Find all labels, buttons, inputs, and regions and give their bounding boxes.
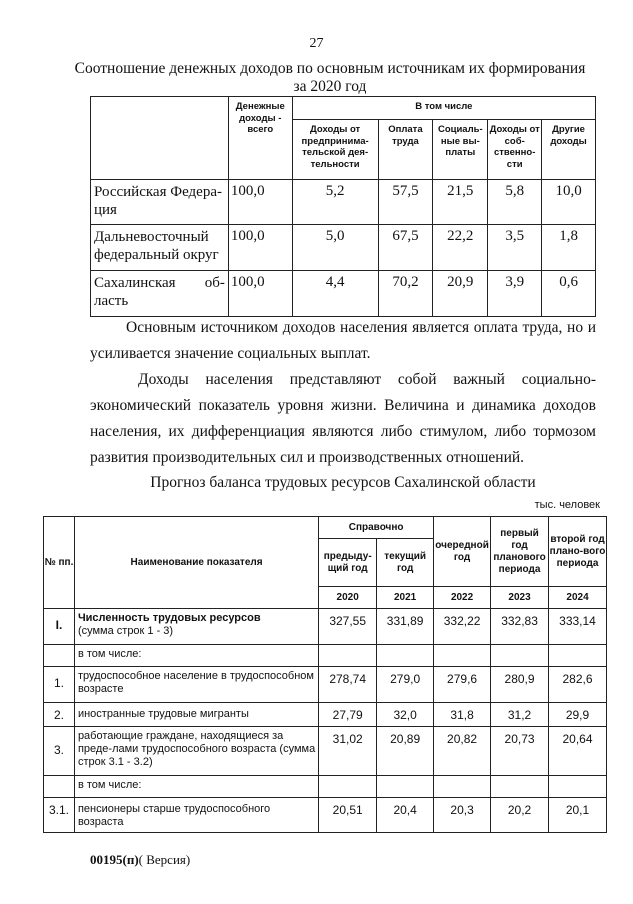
cell-value: 20,3 [434,798,491,833]
table1-subheader: Оплата труда [378,120,433,180]
table-row [44,609,607,645]
cell-value: 31,8 [434,703,491,727]
row-label: Дальневосточный федеральный округ [91,225,229,271]
page-number: 27 [309,36,324,51]
cell-value [491,645,549,667]
row-name: иностранные трудовые мигранты [74,703,318,727]
row-number: 3. [44,727,75,776]
row-name: трудоспособное население в трудоспособном возрасте [74,667,318,703]
table2-header-prev: предыду-щий год [319,539,377,587]
row-total: 100,0 [228,225,292,271]
row-number [44,776,75,798]
row-number: 3.1. [44,798,75,833]
table1-subheader: Доходы от соб-ственно-сти [488,120,542,180]
cell-value: 10,0 [542,180,596,225]
cell-value: 331,89 [377,609,434,645]
paragraph-income-significance: Доходы населения представляют собой важный социально-экономический показатель уровня жизни. Величина и динамика доходов населения, их дифференциация являются либо стимулом, либо тормозом развития производительных сил и производственных отношений. [90,371,596,466]
table1-subheader: Другие доходы [542,120,596,180]
cell-value: 279,6 [434,667,491,703]
cell-value [319,645,377,667]
row-total: 100,0 [228,271,292,317]
year-header: 2022 [434,587,491,609]
year-header: 2020 [319,587,377,609]
table-row [44,776,607,798]
cell-value: 3,5 [488,225,542,271]
table2-header-no: № пп. [44,517,75,609]
table1-subheader: Доходы от предпринима-тельской дея-тельности [292,120,378,180]
cell-value: 70,2 [378,271,433,317]
cell-value: 27,79 [319,703,377,727]
row-number: I. [44,609,75,645]
table2-unit: тыс. человек [534,499,600,511]
cell-value: 5,0 [292,225,378,271]
row-total: 100,0 [228,180,292,225]
cell-value: 20,73 [491,727,549,776]
cell-value: 5,2 [292,180,378,225]
table2-header-next: очередной год [434,517,491,587]
row-number: 2. [44,703,75,727]
row-name: работающие граждане, находящиеся за преде-лами трудоспособного возраста (сумма строк 3.1 - 3.2) [74,727,318,776]
table-row [44,727,607,776]
table2-header-name: Наименование показателя [74,517,318,609]
cell-value: 20,2 [491,798,549,833]
row-name: в том числе: [74,645,318,667]
row-label: Сахалинская об-ласть [91,271,229,317]
cell-value: 29,9 [549,703,607,727]
year-header: 2024 [549,587,607,609]
row-name [74,609,318,645]
table-row [44,703,607,727]
row-name-note: (сумма строк 1 - 3) [77,625,174,637]
cell-value [377,776,434,798]
cell-value: 3,9 [488,271,542,317]
table-row [44,645,607,667]
table1-subheader: Социаль-ные вы-платы [433,120,488,180]
cell-value: 5,8 [488,180,542,225]
cell-value: 327,55 [319,609,377,645]
cell-value: 4,4 [292,271,378,317]
cell-value [434,645,491,667]
cell-value: 20,51 [319,798,377,833]
cell-value: 333,14 [549,609,607,645]
table1-header-total: Денежные доходы - всего [228,97,292,180]
table2-header-ref: Справочно [319,517,434,539]
table1-corner-cell [91,97,229,180]
income-sources-table [90,96,596,317]
cell-value: 278,74 [319,667,377,703]
cell-value [434,776,491,798]
cell-value: 20,9 [433,271,488,317]
table-row [91,180,596,225]
document-version: ( Версия) [138,852,191,867]
table1-title [60,60,600,96]
cell-value: 67,5 [378,225,433,271]
cell-value [549,776,607,798]
cell-value: 0,6 [542,271,596,317]
cell-value [549,645,607,667]
cell-value: 280,9 [491,667,549,703]
cell-value: 20,4 [377,798,434,833]
cell-value: 57,5 [378,180,433,225]
table-row [44,798,607,833]
year-header: 2023 [491,587,549,609]
cell-value [319,776,377,798]
cell-value: 332,83 [491,609,549,645]
document-footer [90,852,190,868]
row-number [44,645,75,667]
cell-value: 279,0 [377,667,434,703]
table2-header-first: первый год планового периода [491,517,549,587]
row-name: в том числе: [74,776,318,798]
row-label: Российская Федера-ция [91,180,229,225]
row-name: пенсионеры старше трудоспособного возраста [74,798,318,833]
cell-value: 20,89 [377,727,434,776]
cell-value: 332,22 [434,609,491,645]
table1-header-group: В том числе [292,97,595,120]
cell-value: 21,5 [433,180,488,225]
cell-value: 20,1 [549,798,607,833]
table1-title-line2: за 2020 год [293,78,367,95]
document-code: 00195(п) [90,852,139,867]
table2-header-cur: текущий год [377,539,434,587]
cell-value: 20,82 [434,727,491,776]
table-row [91,225,596,271]
cell-value [377,645,434,667]
paragraph-main-income: Основным источником доходов населения является оплата труда, но и усиливается значение социальных выплат. [90,319,596,362]
cell-value [491,776,549,798]
cell-value: 20,64 [549,727,607,776]
cell-value: 22,2 [433,225,488,271]
table1-title-line1: Соотношение денежных доходов по основным источникам их формирования [74,60,586,77]
labor-resources-table [43,516,607,833]
year-header: 2021 [377,587,434,609]
table-row [91,271,596,317]
cell-value: 1,8 [542,225,596,271]
table2-title: Прогноз баланса трудовых ресурсов Сахалинской области [150,474,536,491]
row-number: 1. [44,667,75,703]
table-row [44,667,607,703]
cell-value: 32,0 [377,703,434,727]
cell-value: 282,6 [549,667,607,703]
cell-value: 31,02 [319,727,377,776]
cell-value: 31,2 [491,703,549,727]
row-name-bold: Численность трудовых ресурсов [77,612,261,624]
table2-header-second: второй год плано-вого периода [549,517,607,587]
